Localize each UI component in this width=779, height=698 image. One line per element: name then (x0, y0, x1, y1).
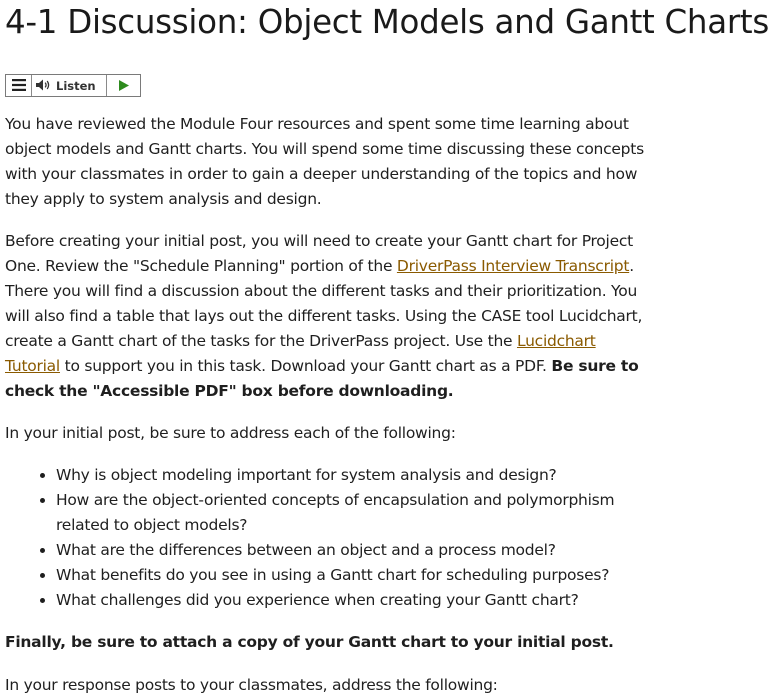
address-intro-paragraph: In your initial post, be sure to address each of the following: (5, 424, 456, 442)
driverpass-transcript-link[interactable]: DriverPass Interview Transcript (396, 257, 630, 275)
discussion-content (5, 112, 645, 672)
accessible-pdf-note: Be sure to check the "Accessible PDF" box before downloading. (5, 357, 639, 400)
hamburger-menu-icon (12, 76, 26, 95)
play-icon (119, 76, 129, 95)
lucidchart-tutorial-link[interactable]: Lucidchart Tutorial (5, 332, 596, 375)
read-aloud-toolbar (5, 74, 141, 97)
list-item: • What benefits do you see in using a Gantt chart for scheduling purposes? (56, 563, 645, 588)
instructions-text-3: to support you in this task. Download your Gantt chart as a PDF. (59, 357, 552, 375)
list-item: • What challenges did you experience when creating your Gantt chart? (56, 588, 645, 613)
play-button[interactable] (107, 75, 140, 96)
intro-paragraph: You have reviewed the Module Four resources and spent some time learning about object models and Gantt charts. You will spend some time discussing these concepts with your classmates in order to gain a deeper understanding of the topics and how they apply to system analysis and design. (5, 115, 644, 208)
instructions-text-1: Before creating your initial post, you will need to create your Gantt chart for Project One. Review the "Schedule Planning" portion of the (5, 232, 633, 275)
list-item: • What are the differences between an object and a process model? (56, 538, 645, 563)
attach-gantt-note (5, 630, 645, 655)
page-title: 4-1 Discussion: Object Models and Gantt Charts (5, 3, 769, 41)
instructions-text-2: . There you will find a discussion about the different tasks and their prioritization. You will also find a table that lays out the different tasks. Using the CASE tool Lucidchart, create a Gantt chart of the tasks for the DriverPass project. Use the (5, 257, 643, 350)
discussion-page (5, 0, 775, 694)
listen-button[interactable] (32, 75, 107, 96)
list-item: • How are the object-oriented concepts of encapsulation and polymorphism related to object models? (56, 488, 645, 538)
list-item: • Why is object modeling important for system analysis and design? (56, 463, 645, 488)
listen-label: Listen (56, 78, 96, 93)
read-aloud-menu-button[interactable] (6, 75, 32, 96)
question-list (5, 463, 645, 613)
attach-gantt-text: Finally, be sure to attach a copy of your Gantt chart to your initial post. (5, 633, 614, 651)
instructions-paragraph (5, 229, 645, 404)
speaker-icon (36, 76, 53, 95)
response-posts-paragraph: In your response posts to your classmates, address the following: (5, 676, 498, 694)
